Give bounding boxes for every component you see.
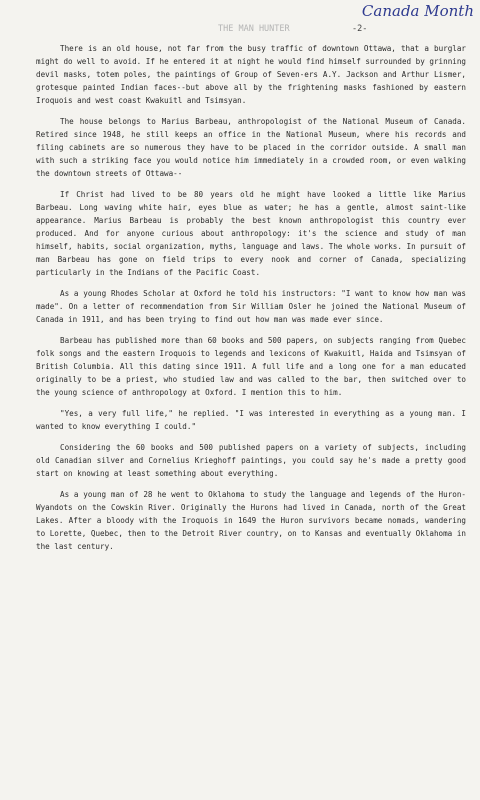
handwritten-annotation: Canada Month (361, 2, 474, 20)
paragraph-4: As a young Rhodes Scholar at Oxford he told his instructors: "I want to know how man was made". On a letter of recommendation from Sir William Osler he joined the National Museum of Canada in 1911, and has been trying to find out how man was made ever since. (36, 289, 466, 324)
document-title: THE MAN HUNTER (218, 24, 290, 34)
paragraph-6: "Yes, a very full life," he replied. "I was interested in everything as a young man. I wanted to know everything I could." (36, 409, 466, 431)
paragraph-2: The house belongs to Marius Barbeau, anthropologist of the National Museum of Canada. Retired since 1948, he still keeps an office in the National Museum, where his records and filing cabinets are so numerous they have to be placed in the corridor outside. A small man with such a striking face you would notice him immediately in a crowded room, or even walking the downtown streets of Ottawa-- (36, 117, 466, 178)
paragraph-1: There is an old house, not far from the busy traffic of downtown Ottawa, that a burglar might do well to avoid. If he entered it at night he would find himself surrounded by grinning devil masks, totem poles, the paintings of Group of Seven-ers A.Y. Jackson and Arthur Lismer, grotesque painted Indian faces--but above all by the frightening masks fashioned by eastern Iroquois and west coast Kwakuitl and Tsimsyan. (36, 44, 466, 105)
page-number: -2- (352, 24, 368, 34)
paragraph-3: If Christ had lived to be 80 years old he might have looked a little like Marius Barbeau. Long waving white hair, eyes blue as water; he has a gentle, almost saint-like appearance. Marius Barbeau is probably the best known anthropologist this country ever produced. And for anyone curious about anthropology: it's the science and study of man himself, habits, social organization, myths, language and laws. The whole works. In pursuit of man Barbeau has gone on field trips to every nook and corner of Canada, specializing particularly in the Indians of the Pacific Coast. (36, 190, 466, 277)
paragraph-8: As a young man of 28 he went to Oklahoma to study the language and legends of the Huron-Wyandots on the Cowskin River. Originally the Hurons had lived in Canada, north of the Great Lakes. After a bloody with the Iroquois in 1649 the Huron survivors became nomads, wandering to Lorette, Quebec, then to the Detroit River country, on to Kansas and eventually Oklahoma in the last century. (36, 490, 466, 551)
document-body (36, 42, 466, 561)
paragraph-7: Considering the 60 books and 500 published papers on a variety of subjects, including old Canadian silver and Cornelius Krieghoff paintings, you could say he's made a pretty good start on knowing at least something about everything. (36, 443, 466, 478)
paragraph-5: Barbeau has published more than 60 books and 500 papers, on subjects ranging from Quebec folk songs and the eastern Iroquois to legends and lexicons of Kwakuitl, Haida and Tsimsyan of British Columbia. All this dating since 1911. A full life and a long one for a man educated originally to be a priest, who studied law and was called to the bar, then switched over to the young science of anthropology at Oxford. I mention this to him. (36, 336, 466, 397)
